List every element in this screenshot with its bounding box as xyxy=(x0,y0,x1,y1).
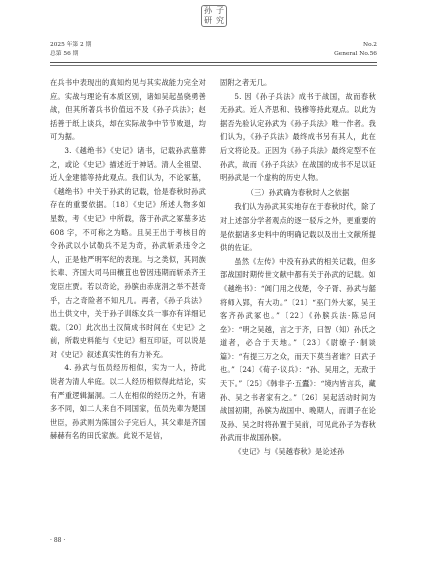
journal-issue-header-en xyxy=(334,41,377,58)
issue-number-cn: 2025 年第 2 期 xyxy=(50,42,92,48)
total-issue-cn: 总第 56 期 xyxy=(50,50,79,57)
total-issue-en: General No.56 xyxy=(334,50,377,57)
paragraph: 在兵书中表现出的真知灼见与其实战能力完全对应。实战与理论有本质区别，诸如吴起虽骁勇善战，但其所著兵书价值远不及《孙子兵法》；赵括善于纸上谈兵，却在实际战争中节节败退，均可为据。 xyxy=(50,78,206,142)
logo-char: 研 xyxy=(204,16,212,25)
issue-number-en: No.2 xyxy=(363,42,377,48)
page-number: · 88 · xyxy=(50,537,66,544)
logo-char: 孙 xyxy=(204,6,212,15)
section-heading: （三）孙武确为春秋时人之依据 xyxy=(246,187,350,197)
paragraph: 《史记》与《吴越春秋》是论述孙 xyxy=(234,447,345,457)
paragraph: 固附之者无几。 xyxy=(220,78,272,87)
header-rule-thin xyxy=(50,65,377,66)
journal-logo xyxy=(201,5,227,27)
journal-issue-header xyxy=(50,41,91,58)
right-column xyxy=(220,76,376,459)
header-rule xyxy=(50,62,377,63)
logo-char: 究 xyxy=(216,16,224,25)
paragraph: 4. 孙武与伍员经历相似，实为一人，持此说者为清人牟庭。以二人经历相似得此结论，实有严重逻辑漏洞。二人在相似的经历之外，有诸多不同，如二人来自不同国家，伍员先辈为楚国世臣，孙武则为陈国公子完后人，其父辈是齐国赫赫有名的田氏家族。此说不足信， xyxy=(50,363,206,441)
left-column xyxy=(50,76,206,443)
paragraph: 我们认为孙武其实地存在于春秋时代，除了对上述部分学者观点的逐一驳斥之外，更重要的是依据诸多史料中的明确记载以及出土文献所提供的佐证。 xyxy=(220,202,376,253)
logo-char: 子 xyxy=(216,6,224,15)
paragraph: 5. 因《孙子兵法》成书于战国，故而春秋无孙武。近人齐思和、钱穆等持此观点。以此为据否先验认定孙武为《孙子兵法》唯一作者。我们认为，《孙子兵法》最终成书另有其人，此在后文将论及。正因为《孙子兵法》最终定型不在孙武，故而《孙子兵法》在战国的成书不足以证明孙武是一个虚构的历史人物。 xyxy=(220,91,376,183)
paragraph: 3.《越绝书》《史记》诸书，记载孙武墓葬之，或论《史记》描述近于神话。清人全祖望、近人金建德等持此观点。我们认为，不论冢墓，《越绝书》中关于孙武的记载，恰是春秋时孙武存在的重要依据。〔18〕《史记》所述人物多如星数，考《史记》中所载，落于孙武之冢墓多达 608 字，不可称之为略。且吴王出于考核目的令孙武以小试勒兵不足为奇，孙武斩杀违令之人，正是他严明军纪的表现。与之类似，其同族长辈、齐国大司马田穰苴也曾因违期而斩杀齐王宠臣庄贾。若以奇论，孙膑由赤庞涓之举不甚奇乎，古之奇险者不知凡几。再者，《孙子兵法》出土供文中，关于孙子训练女兵一事亦有详细记载。〔20〕此次出土汉简成书时间在《史记》之前，所载史料能与《史记》相互印证，可以说是对《史记》叙述真实性的有力补充。 xyxy=(50,145,206,359)
paragraph: 虽然《左传》中没有孙武的相关记载，但多部战国时期传世文献中都有关于孙武的记载。如《越绝书》：“阊门用之伐楚，令子胥、孙武与嚭将师入郢，有大功。”〔21〕“巫门外大冢，吴王客齐孙武冢也。”〔22〕《孙膑兵法·陈忌问垒》：“明之吴越，言之于齐，曰智（知）孙氏之道者，必合于天地。”〔23〕《尉缭子·制谈篇》：“有提三万之众，而天下莫当者谁？曰武子也。”〔24〕《荀子·议兵》：“孙、吴用之，无敌于天下。”〔25〕《韩非子·五蠹》：“境内皆言兵，藏孙、吴之书者家有之。”〔26〕吴起活动时间为战国初期，孙膑为战国中、晚期人，而谓子在论及孙、吴之时将孙置于吴前，可见此孙子为春秋孙武而非战国孙膑。 xyxy=(220,256,376,443)
